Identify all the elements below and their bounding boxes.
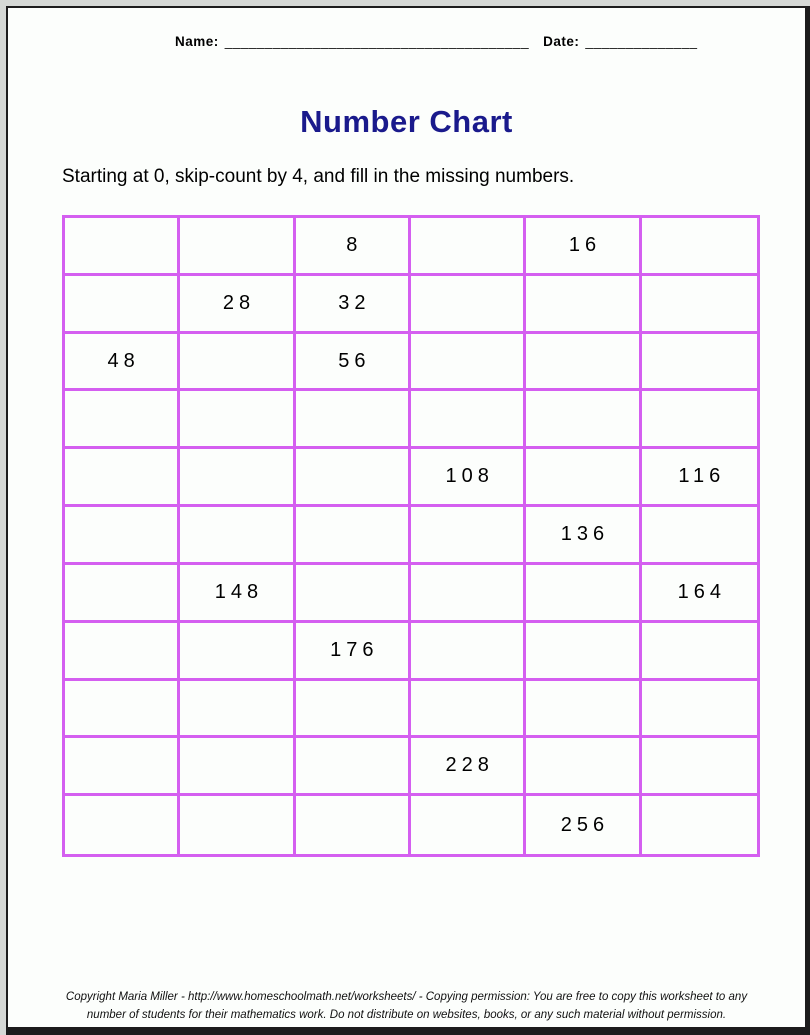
grid-cell-blank: [65, 565, 180, 623]
grid-cell-blank: [65, 391, 180, 449]
grid-cell-blank: [65, 507, 180, 565]
grid-cell-blank: [642, 334, 757, 392]
grid-cell-filled: [526, 507, 641, 565]
grid-cell-blank: [180, 738, 295, 796]
grid-cell-blank: [180, 796, 295, 854]
grid-cell-blank: [642, 796, 757, 854]
instruction-text: Starting at 0, skip-count by 4, and fill in the missing numbers.: [62, 166, 575, 187]
grid-cell-filled: [526, 218, 641, 276]
name-blank-line: ______________________________________: [224, 34, 530, 49]
grid-cell-filled: [296, 218, 411, 276]
grid-cell-blank: [296, 796, 411, 854]
grid-cell-blank: [526, 623, 641, 681]
grid-cell-blank: [180, 334, 295, 392]
grid-cell-blank: [411, 681, 526, 739]
grid-cell-value: 16: [568, 233, 602, 256]
grid-cell-blank: [65, 796, 180, 854]
name-label: Name:: [175, 34, 219, 49]
grid-cell-blank: [65, 218, 180, 276]
grid-cell-value: 56: [338, 349, 371, 372]
grid-cell-blank: [65, 449, 180, 507]
grid-cell-blank: [642, 218, 757, 276]
grid-cell-value: 228: [445, 754, 494, 777]
grid-cell-filled: [296, 334, 411, 392]
grid-cell-filled: [296, 276, 411, 334]
copyright-line-2: number of students for their mathematics work. Do not distribute on websites, books, or any such material without permission.: [86, 1009, 727, 1021]
grid-cell-blank: [642, 623, 757, 681]
grid-cell-blank: [296, 507, 411, 565]
worksheet-page: [6, 6, 810, 1035]
grid-cell-blank: [65, 276, 180, 334]
grid-cell-blank: [411, 796, 526, 854]
grid-cell-blank: [526, 738, 641, 796]
grid-cell-blank: [411, 218, 526, 276]
grid-cell-blank: [526, 449, 641, 507]
grid-cell-blank: [411, 334, 526, 392]
grid-cell-filled: [180, 565, 295, 623]
grid-cell-filled: [180, 276, 295, 334]
grid-cell-value: 176: [330, 638, 379, 661]
grid-cell-value: 116: [678, 465, 726, 488]
grid-cell-blank: [296, 391, 411, 449]
grid-cell-blank: [526, 276, 641, 334]
grid-cell-blank: [180, 623, 295, 681]
grid-cell-filled: [526, 796, 641, 854]
grid-cell-blank: [526, 391, 641, 449]
grid-cell-filled: [296, 623, 411, 681]
grid-cell-blank: [296, 738, 411, 796]
grid-cell-blank: [642, 738, 757, 796]
grid-cell-blank: [411, 623, 526, 681]
grid-cell-blank: [526, 334, 641, 392]
grid-cell-value: 148: [214, 580, 264, 603]
grid-cell-value: 48: [107, 349, 140, 372]
copyright-footer: [8, 988, 805, 1024]
grid-cell-blank: [65, 623, 180, 681]
date-blank-line: ______________: [585, 34, 698, 49]
grid-cell-filled: [411, 449, 526, 507]
date-label: Date:: [543, 34, 580, 49]
grid-cell-blank: [642, 276, 757, 334]
worksheet-title: Number Chart: [300, 104, 513, 139]
grid-cell-blank: [296, 449, 411, 507]
grid-cell-filled: [642, 565, 757, 623]
grid-cell-value: 28: [222, 291, 256, 314]
grid-cell-value: 256: [560, 813, 610, 836]
grid-cell-value: 8: [346, 233, 363, 256]
grid-cell-blank: [296, 681, 411, 739]
grid-cell-value: 32: [338, 291, 371, 314]
grid-cell-blank: [296, 565, 411, 623]
grid-cell-blank: [65, 681, 180, 739]
grid-cell-blank: [180, 449, 295, 507]
grid-cell-blank: [411, 565, 526, 623]
grid-cell-filled: [65, 334, 180, 392]
grid-cell-blank: [180, 391, 295, 449]
grid-cell-blank: [526, 565, 641, 623]
grid-cell-blank: [180, 218, 295, 276]
grid-cell-filled: [642, 449, 757, 507]
copyright-line-1: Copyright Maria Miller - http://www.homeschoolmath.net/worksheets/ - Copying permission: You are free to copy this worksheet to any: [65, 991, 748, 1003]
grid-cell-value: 136: [560, 522, 610, 545]
grid-cell-filled: [411, 738, 526, 796]
grid-cell-value: 108: [445, 465, 494, 488]
grid-cell-blank: [65, 738, 180, 796]
grid-cell-blank: [411, 276, 526, 334]
grid-cell-blank: [411, 391, 526, 449]
grid-cell-blank: [642, 391, 757, 449]
grid-cell-blank: [642, 681, 757, 739]
grid-cell-blank: [642, 507, 757, 565]
grid-cell-value: 164: [677, 580, 727, 603]
name-date-row: [175, 34, 697, 49]
grid-cell-blank: [526, 681, 641, 739]
grid-cell-blank: [411, 507, 526, 565]
grid-cell-blank: [180, 507, 295, 565]
grid-cell-blank: [180, 681, 295, 739]
number-grid: [62, 215, 760, 857]
